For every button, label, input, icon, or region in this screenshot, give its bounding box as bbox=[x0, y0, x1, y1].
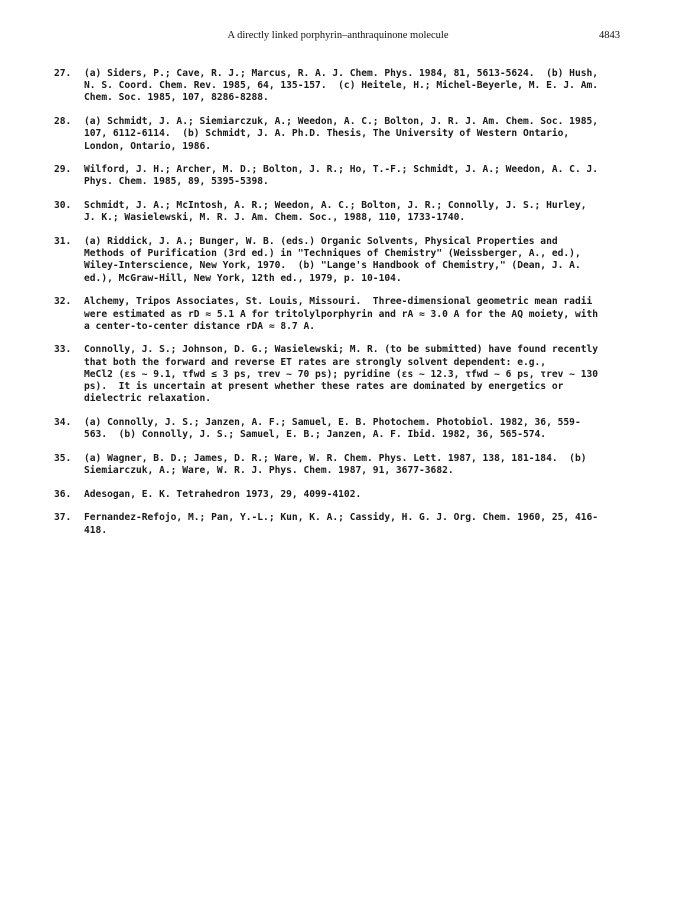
reference-line: Siemiarczuk, A.; Ware, W. R. J. Phys. Chem. 1987, 91, 3677-3682. bbox=[84, 465, 454, 477]
reference-text bbox=[84, 68, 624, 105]
reference-item bbox=[54, 116, 624, 153]
reference-number: 35. bbox=[54, 452, 72, 464]
reference-line: N. S. Coord. Chem. Rev. 1985, 64, 135-157. (c) Heitele, H.; Michel-Beyerle, M. E. J. Am. bbox=[84, 80, 599, 92]
running-title: A directly linked porphyrin–anthraquinone molecule bbox=[227, 30, 449, 41]
reference-line: 107, 6112-6114. (b) Schmidt, J. A. Ph.D. Thesis, The University of Western Ontario, bbox=[84, 128, 570, 140]
reference-line: 418. bbox=[84, 524, 108, 536]
reference-text bbox=[84, 489, 624, 501]
reference-number: 31. bbox=[54, 236, 72, 248]
reference-line: Fernandez-Refojo, M.; Pan, Y.-L.; Kun, K. A.; Cassidy, H. G. J. Org. Chem. 1960, 25, 416- bbox=[84, 512, 599, 524]
page-header bbox=[0, 30, 676, 46]
reference-number: 34. bbox=[54, 416, 72, 428]
page-number: 4843 bbox=[599, 30, 620, 41]
reference-line: were estimated as rD ≈ 5.1 A for tritolylporphyrin and rA ≈ 3.0 A for the AQ moiety, with bbox=[84, 308, 599, 320]
reference-number: 27. bbox=[54, 68, 72, 79]
reference-number: 37. bbox=[54, 512, 72, 524]
reference-line: Schmidt, J. A.; McIntosh, A. R.; Weedon, A. C.; Bolton, J. R.; Connolly, J. S.; Hurley, bbox=[84, 200, 587, 212]
reference-line: Methods of Purification (3rd ed.) in "Techniques of Chemistry" (Weissberger, A., ed.), bbox=[84, 248, 581, 260]
reference-number: 30. bbox=[54, 200, 72, 212]
reference-text bbox=[84, 344, 624, 405]
reference-number: 28. bbox=[54, 116, 72, 128]
reference-line: ed.), McGraw-Hill, New York, 12th ed., 1979, p. 10-104. bbox=[84, 272, 402, 284]
reference-line: MeCl2 (εs ~ 9.1, τfwd ≤ 3 ps, τrev ~ 70 ps); pyridine (εs ~ 12.3, τfwd ~ 6 ps, τrev ~ 130 bbox=[84, 368, 599, 380]
reference-item bbox=[54, 164, 624, 188]
reference-line: Chem. Soc. 1985, 107, 8286-8288. bbox=[84, 92, 269, 104]
reference-line: Phys. Chem. 1985, 89, 5395-5398. bbox=[84, 176, 269, 188]
reference-line: London, Ontario, 1986. bbox=[84, 140, 212, 152]
reference-text bbox=[84, 296, 624, 333]
reference-line: J. K.; Wasielewski, M. R. J. Am. Chem. Soc., 1988, 110, 1733-1740. bbox=[84, 212, 466, 224]
reference-text bbox=[84, 164, 624, 188]
reference-line: (a) Schmidt, J. A.; Siemiarczuk, A.; Weedon, A. C.; Bolton, J. R. J. Am. Chem. Soc. 1985, bbox=[84, 116, 599, 128]
reference-line: 563. (b) Connolly, J. S.; Samuel, E. B.; Janzen, A. F. Ibid. 1982, 36, 565-574. bbox=[84, 429, 547, 441]
reference-line: that both the forward and reverse ET rates are strongly solvent dependent: e.g., bbox=[84, 356, 547, 368]
reference-item bbox=[54, 512, 624, 536]
reference-line: (a) Wagner, B. D.; James, D. R.; Ware, W. R. Chem. Phys. Lett. 1987, 138, 181-184. (b) bbox=[84, 452, 587, 464]
reference-number: 33. bbox=[54, 344, 72, 356]
reference-item bbox=[54, 417, 624, 441]
reference-text bbox=[84, 200, 624, 224]
reference-item bbox=[54, 68, 624, 105]
reference-text bbox=[84, 453, 624, 477]
reference-line: Connolly, J. S.; Johnson, D. G.; Wasielewski; M. R. (to be submitted) have found recently bbox=[84, 344, 599, 356]
reference-line: dielectric relaxation. bbox=[84, 393, 212, 405]
reference-line: Wilford, J. H.; Archer, M. D.; Bolton, J. R.; Ho, T.-F.; Schmidt, J. A.; Weedon, A. C. J. bbox=[84, 164, 599, 176]
reference-text bbox=[84, 512, 624, 536]
reference-line: (a) Connolly, J. S.; Janzen, A. F.; Samuel, E. B. Photochem. Photobiol. 1982, 36, 559- bbox=[84, 416, 581, 428]
reference-item bbox=[54, 489, 624, 501]
reference-item bbox=[54, 344, 624, 405]
reference-item bbox=[54, 236, 624, 285]
reference-line: ps). It is uncertain at present whether these rates are dominated by energetics or bbox=[84, 381, 564, 393]
reference-text bbox=[84, 116, 624, 153]
reference-line: a center-to-center distance rDA ≈ 8.7 A. bbox=[84, 320, 316, 332]
reference-text bbox=[84, 417, 624, 441]
reference-line: (a) Siders, P.; Cave, R. J.; Marcus, R. A. J. Chem. Phys. 1984, 81, 5613-5624. (b) Hush, bbox=[84, 68, 599, 79]
reference-item bbox=[54, 296, 624, 333]
reference-line: Adesogan, E. K. Tetrahedron 1973, 29, 4099-4102. bbox=[84, 488, 362, 500]
reference-number: 32. bbox=[54, 296, 72, 308]
reference-number: 29. bbox=[54, 164, 72, 176]
reference-number: 36. bbox=[54, 488, 72, 500]
reference-item bbox=[54, 200, 624, 224]
reference-line: (a) Riddick, J. A.; Bunger, W. B. (eds.) Organic Solvents, Physical Properties and bbox=[84, 236, 558, 248]
reference-line: Alchemy, Tripos Associates, St. Louis, Missouri. Three-dimensional geometric mean radii bbox=[84, 296, 593, 308]
reference-list bbox=[54, 68, 624, 548]
reference-line: Wiley-Interscience, New York, 1970. (b) "Lange's Handbook of Chemistry," (Dean, J. A. bbox=[84, 260, 581, 272]
reference-text bbox=[84, 236, 624, 285]
reference-item bbox=[54, 453, 624, 477]
